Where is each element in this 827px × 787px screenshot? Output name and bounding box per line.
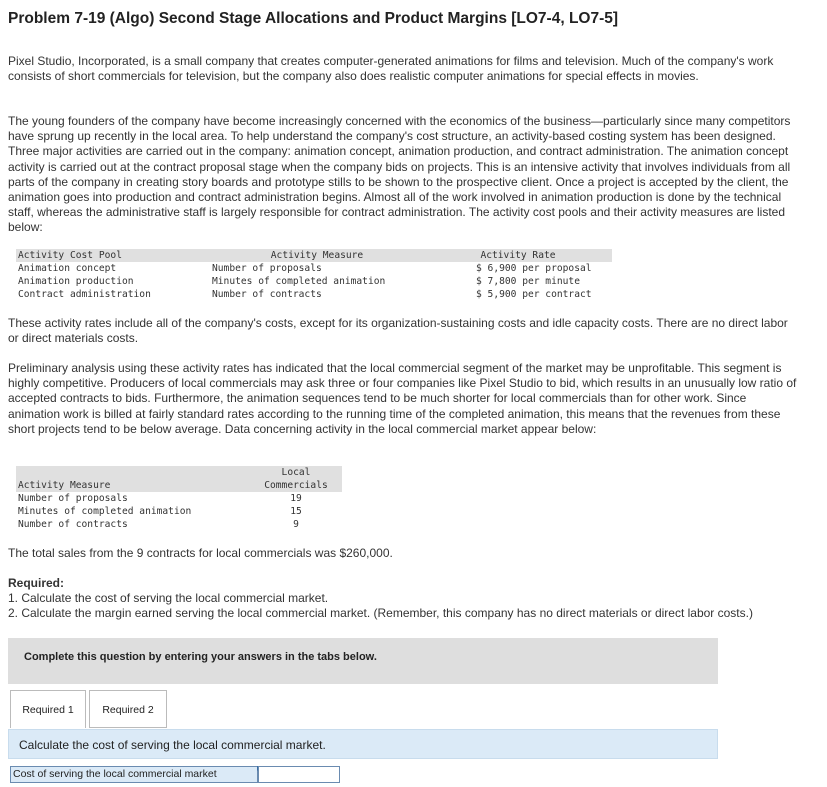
page-title: Problem 7-19 (Algo) Second Stage Allocations and Product Margins [LO7-4, LO7-5] [8, 10, 619, 27]
question-text: Calculate the cost of serving the local commercial market. [19, 738, 326, 752]
table-row [16, 288, 612, 301]
rate-cell: $ 6,900 per proposal [476, 263, 592, 274]
measure-cell: Number of proposals [212, 263, 322, 274]
measure-cell: Number of contracts [18, 519, 128, 530]
table-row [16, 492, 342, 505]
value-cell: 9 [293, 519, 299, 530]
rate-cell: $ 5,900 per contract [476, 289, 592, 300]
tab-required-2[interactable]: Required 2 [89, 690, 167, 728]
header-commercials: Commercials [264, 480, 328, 491]
header-local: Local [281, 467, 311, 478]
header-activity-rate: Activity Rate [480, 250, 556, 261]
list-item: 2. Calculate the margin earned serving the local commercial market. (Remember, this company has no direct materials or direct labor costs.) [8, 606, 753, 621]
cost-answer-input[interactable] [258, 766, 340, 783]
required-list [8, 591, 798, 621]
table-header-row [16, 249, 612, 262]
value-cell: 15 [290, 506, 302, 517]
total-sales-paragraph: The total sales from the 9 contracts for local commercials was $260,000. [8, 546, 393, 560]
activity-rate-table [16, 249, 612, 301]
cost-pool-cell: Animation production [18, 276, 134, 287]
measure-cell: Minutes of completed animation [18, 506, 192, 517]
local-commercials-table [16, 466, 342, 531]
header-activity-measure: Activity Measure [18, 480, 111, 491]
measure-cell: Number of contracts [212, 289, 322, 300]
analysis-paragraph: Preliminary analysis using these activity rates has indicated that the local commercial segment of the market may be unprofitable. This segment is highly competitive. Producers of local commercials may ask three or four companies like Pixel Studio to bid, which results in an unusually low ratio of accepted contracts to bids. Furthermore, the animation sequences tend to be much shorter for local commercials than for other work. Since animation work is billed at fairly standard rates according to the running time of the completed animation, this means that the revenues from these short projects tend to be below average. Data concerning activity in the local commercial market appear below: [8, 361, 797, 436]
cost-pool-cell: Contract administration [18, 289, 151, 300]
rate-cell: $ 7,800 per minute [476, 276, 580, 287]
table-row [16, 518, 342, 531]
table-header-row [16, 466, 342, 479]
cost-pool-cell: Animation concept [18, 263, 117, 274]
tab-required-1[interactable]: Required 1 [10, 690, 86, 728]
list-item: 1. Calculate the cost of serving the local commercial market. [8, 591, 329, 605]
value-cell: 19 [290, 493, 302, 504]
header-cost-pool: Activity Cost Pool [18, 250, 122, 261]
measure-cell: Number of proposals [18, 493, 128, 504]
table-row [16, 275, 612, 288]
answer-label: Cost of serving the local commercial market [10, 766, 258, 783]
rates-note-paragraph: These activity rates include all of the company's costs, except for its organization-sustaining costs and idle capacity costs. There are no direct labor or direct materials costs. [8, 316, 788, 346]
banner-text: Complete this question by entering your answers in the tabs below. [24, 651, 377, 663]
instruction-banner [8, 638, 718, 684]
table-row [16, 262, 612, 275]
measure-cell: Minutes of completed animation [212, 276, 386, 287]
table-row [16, 505, 342, 518]
header-activity-measure: Activity Measure [270, 250, 364, 261]
required-heading: Required: [8, 576, 65, 590]
question-bar [8, 729, 718, 759]
background-paragraph: The young founders of the company have become increasingly concerned with the economics of the business—particularly since many competitors have sprung up recently in the local area. To help understand the company's cost structure, an activity-based costing system has been designed. Three major activities are carried out in the company: animation concept, animation production, and contract administration. The animation concept activity is carried out at the contract proposal stage when the company bids on projects. This is an intensive activity that involves individuals from all parts of the company in creating story boards and prototype stills to be shown to the prospective client. Once a project is accepted by the client, the animation goes into production and contract administration begins. Almost all of the work involved in animation production is done by the technical staff, whereas the administrative staff is largely responsible for contract administration. The activity cost pools and their activity measures are listed below: [8, 114, 791, 235]
intro-paragraph: Pixel Studio, Incorporated, is a small company that creates computer-generated animations for films and television. Much of the company's work consists of short commercials for television, but the company also does realistic computer animations for special effects in movies. [8, 54, 774, 84]
